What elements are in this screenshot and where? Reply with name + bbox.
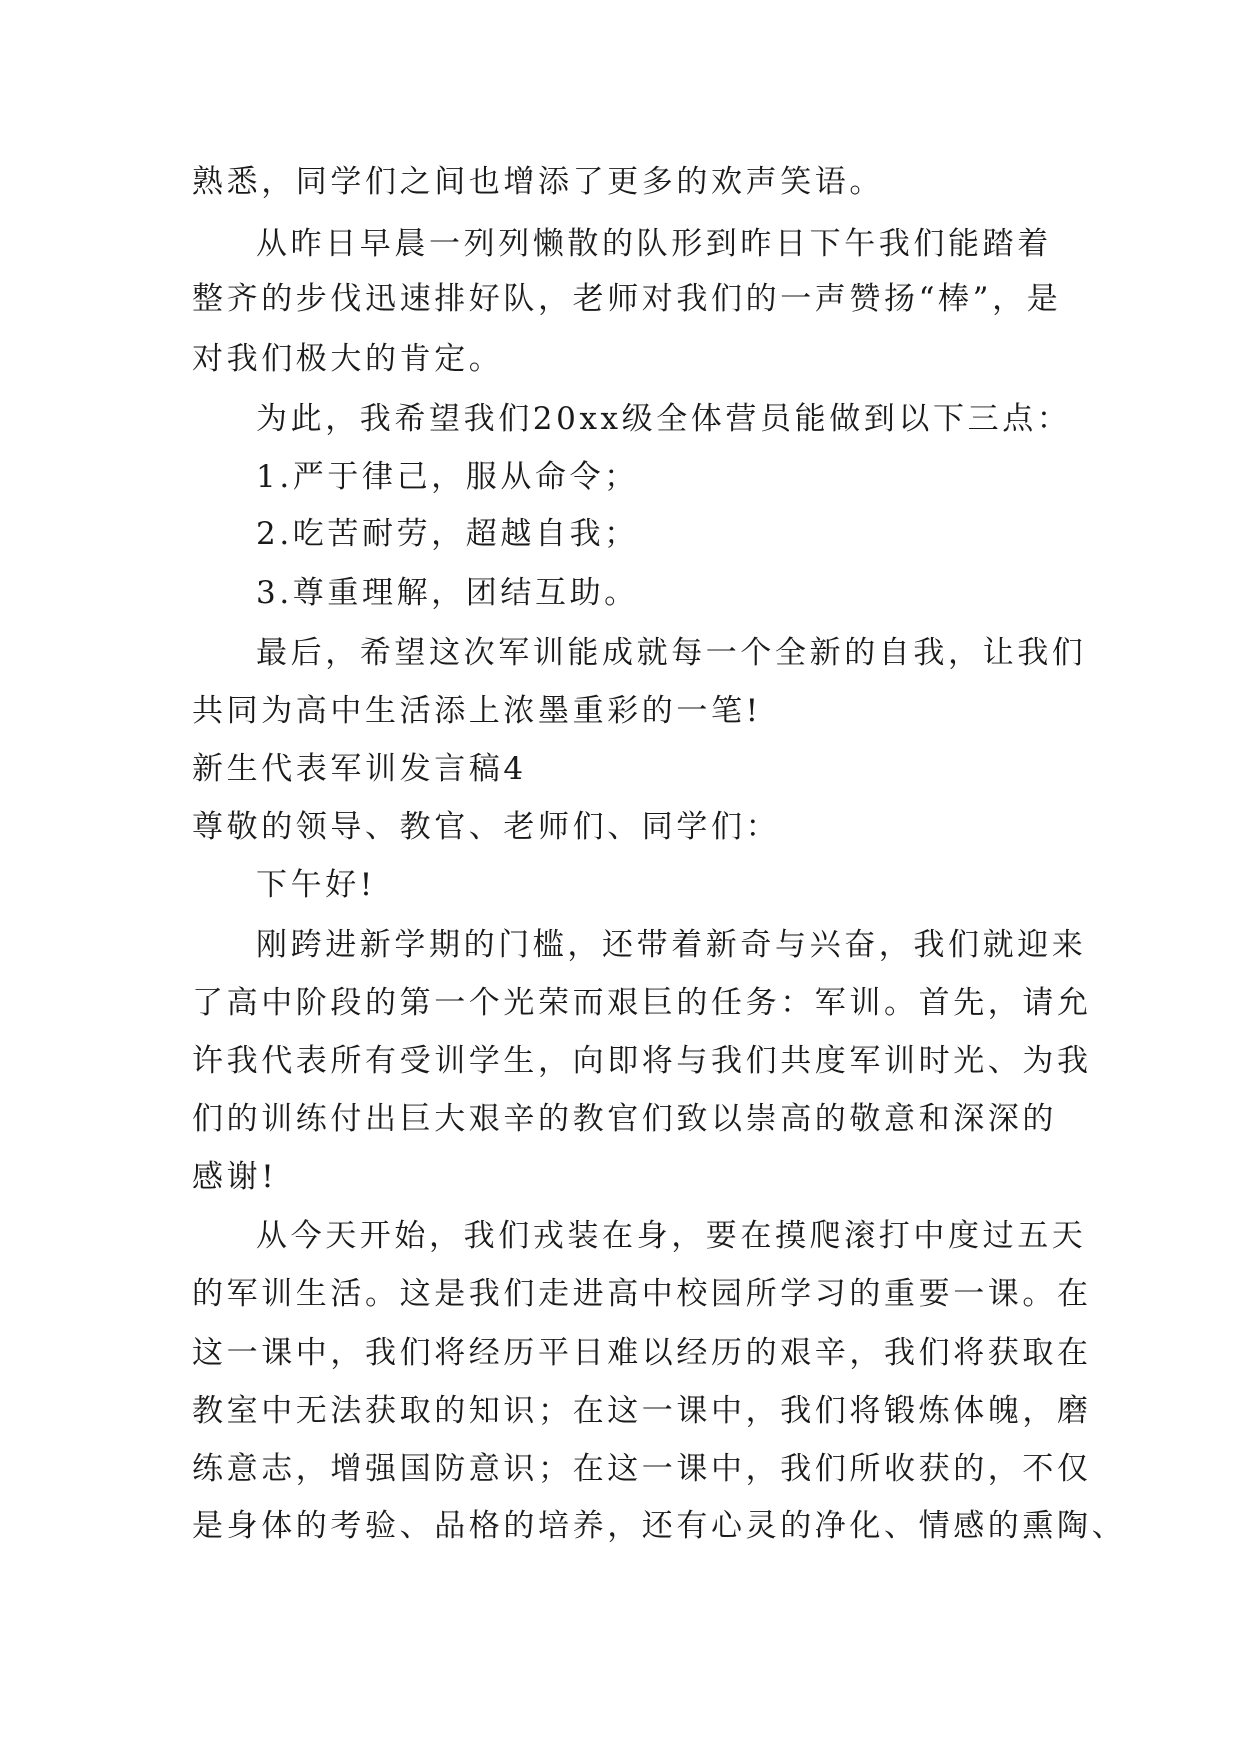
text-line: 最后，希望这次军训能成就每一个全新的自我，让我们 [256,635,1087,671]
text-line: 刚跨进新学期的门槛，还带着新奇与兴奋，我们就迎来 [256,927,1087,963]
text-line: 从昨日早晨一列列懒散的队形到昨日下午我们能踏着 [256,226,1052,262]
salutation: 尊敬的领导、教官、老师们、同学们： [192,809,781,845]
text-line: 熟悉，同学们之间也增添了更多的欢声笑语。 [192,164,884,200]
text-line: 共同为高中生活添上浓墨重彩的一笔! [192,693,762,729]
text-line: 了高中阶段的第一个光荣而艰巨的任务：军训。首先，请允 [192,985,1092,1021]
text-line: 的军训生活。这是我们走进高中校园所学习的重要一课。在 [192,1276,1092,1312]
text-line: 教室中无法获取的知识；在这一课中，我们将锻炼体魄，磨 [192,1393,1092,1429]
text-line: 许我代表所有受训学生，向即将与我们共度军训时光、为我 [192,1043,1092,1079]
text-line: 感谢! [192,1159,278,1195]
list-item: 2.吃苦耐劳，超越自我； [256,516,639,552]
text-line: 整齐的步伐迅速排好队，老师对我们的一声赞扬“棒”，是 [192,281,1062,317]
greeting: 下午好! [256,867,376,903]
section-heading: 新生代表军训发言稿4 [192,751,527,787]
list-item: 3.尊重理解，团结互助。 [256,575,639,611]
text-line: 从今天开始，我们戎装在身，要在摸爬滚打中度过五天 [256,1218,1087,1254]
text-line: 是身体的考验、品格的培养，还有心灵的净化、情感的熏陶、 [192,1508,1127,1544]
text-line: 为此，我希望我们20xx级全体营员能做到以下三点： [256,401,1072,437]
text-line: 这一课中，我们将经历平日难以经历的艰辛，我们将获取在 [192,1335,1092,1371]
text-line: 对我们极大的肯定。 [192,341,504,377]
text-line: 们的训练付出巨大艰辛的教官们致以崇高的敬意和深深的 [192,1101,1057,1137]
list-item: 1.严于律己，服从命令； [256,459,639,495]
text-line: 练意志，增强国防意识；在这一课中，我们所收获的，不仅 [192,1451,1092,1487]
